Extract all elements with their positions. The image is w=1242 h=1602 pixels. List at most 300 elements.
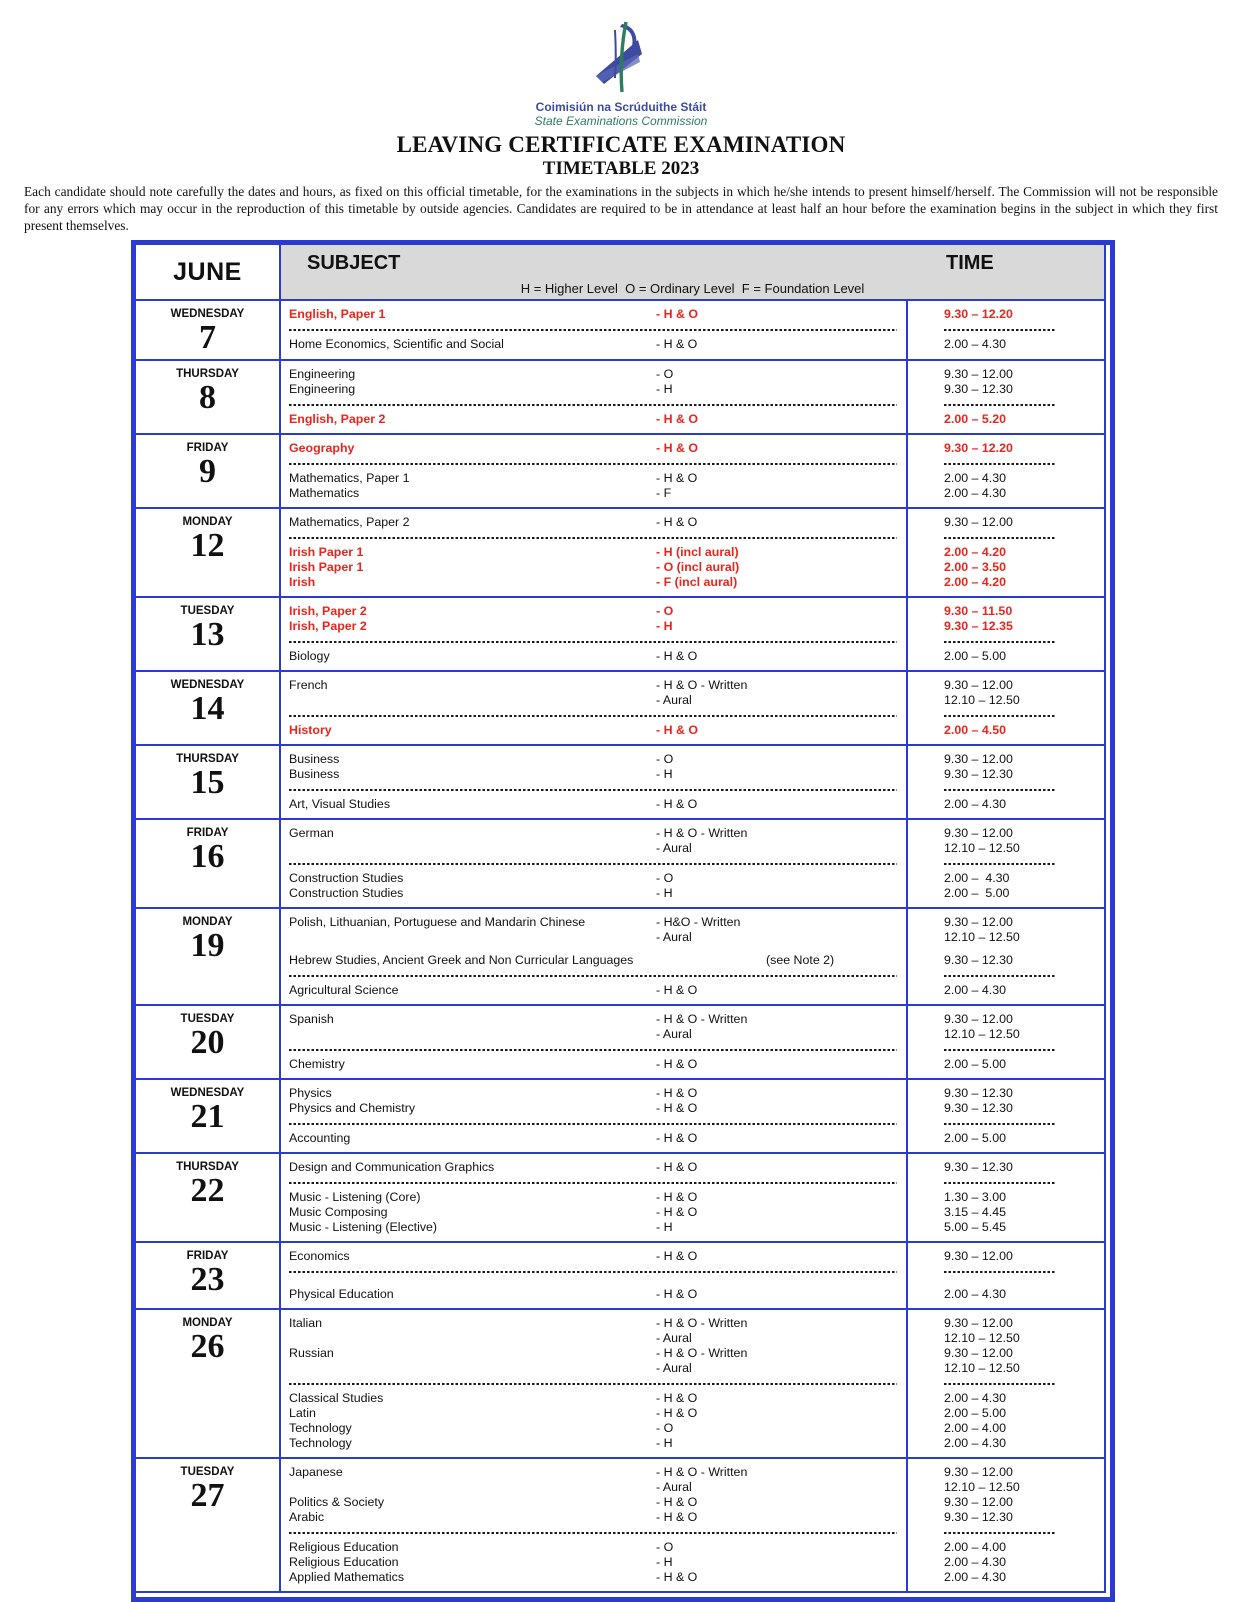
exam-entry — [281, 1406, 1104, 1421]
exam-entry — [281, 649, 1104, 664]
entry-time: 9.30 – 12.35 — [944, 619, 1013, 633]
entry-subject: English, Paper 2 — [289, 412, 386, 426]
entry-subject: Hebrew Studies, Ancient Greek and Non Curricular Languages — [289, 953, 634, 967]
entry-subject: Engineering — [289, 367, 356, 381]
exam-entry — [281, 841, 1104, 856]
separator-dashes-subject — [289, 789, 897, 791]
exam-entry — [281, 693, 1104, 708]
entry-level: - H & O - Written — [656, 826, 748, 840]
entry-subject: Agricultural Science — [289, 983, 399, 997]
entry-level: - Aural — [656, 1361, 692, 1375]
day-name-label: TUESDAY — [180, 1466, 235, 1478]
entry-time: 9.30 – 12.00 — [944, 1249, 1013, 1263]
entry-level: - Aural — [656, 1331, 692, 1345]
day-row — [136, 1078, 1104, 1152]
separator-dashes-subject — [289, 1182, 897, 1184]
exam-entry — [281, 1249, 1104, 1264]
entry-subject: Business — [289, 752, 340, 766]
entry-subject: Russian — [289, 1346, 334, 1360]
entry-time: 2.00 – 4.30 — [944, 337, 1007, 351]
exam-entry — [281, 1495, 1104, 1510]
entry-time: 2.00 – 4.00 — [944, 1540, 1007, 1554]
day-number-label: 9 — [199, 453, 216, 490]
entry-subject: Art, Visual Studies — [289, 797, 391, 811]
session-separator — [281, 1042, 1104, 1057]
entry-subject: Mathematics, Paper 2 — [289, 515, 410, 529]
day-entries — [281, 301, 1104, 359]
separator-dashes-subject — [289, 329, 897, 331]
exam-entry — [281, 752, 1104, 767]
separator-dashes-time — [944, 329, 1056, 331]
session-separator — [281, 456, 1104, 471]
entry-level: - Aural — [656, 1027, 692, 1041]
entry-subject: Irish, Paper 2 — [289, 619, 367, 633]
entry-level: - H & O — [656, 1495, 698, 1509]
entry-level: - H & O — [656, 1249, 698, 1263]
separator-dashes-time — [944, 641, 1056, 643]
day-number-label: 14 — [190, 690, 225, 727]
exam-entry — [281, 1421, 1104, 1436]
logo-caption-irish: Coimisiún na Scrúduithe Stáit — [535, 100, 707, 114]
entry-level: - H — [656, 619, 673, 633]
entry-level: - H & O — [656, 983, 698, 997]
separator-dashes-time — [944, 789, 1056, 791]
exam-entry — [281, 1205, 1104, 1220]
day-name-label: THURSDAY — [176, 368, 239, 380]
exam-entry — [281, 486, 1104, 501]
separator-dashes-time — [944, 715, 1056, 717]
day-cell — [136, 1154, 281, 1241]
entry-subject: Italian — [289, 1316, 323, 1330]
entry-time: 9.30 – 12.00 — [944, 678, 1013, 692]
entry-subject: English, Paper 1 — [289, 307, 386, 321]
entry-subject: Physical Education — [289, 1287, 394, 1301]
entry-level: - O — [656, 1421, 674, 1435]
session-separator — [281, 968, 1104, 983]
subject-column-label: SUBJECT — [307, 252, 401, 274]
entry-subject: Religious Education — [289, 1540, 399, 1554]
entry-subject: German — [289, 826, 334, 840]
day-entries — [281, 509, 1104, 596]
entry-level: - H & O - Written — [656, 678, 748, 692]
entry-time: 9.30 – 12.00 — [944, 752, 1013, 766]
session-separator — [281, 708, 1104, 723]
entry-time: 2.00 – 4.30 — [944, 871, 1010, 885]
day-row — [136, 1241, 1104, 1308]
entry-time: 9.30 – 12.00 — [944, 515, 1013, 529]
entry-time: 9.30 – 12.00 — [944, 915, 1013, 929]
entry-subject: History — [289, 723, 332, 737]
entry-subject: Music Composing — [289, 1205, 388, 1219]
day-number-label: 21 — [190, 1098, 225, 1135]
session-separator — [281, 1525, 1104, 1540]
exam-entry — [281, 1480, 1104, 1495]
day-cell — [136, 509, 281, 596]
entry-subject: Economics — [289, 1249, 350, 1263]
exam-entry — [281, 915, 1104, 930]
exam-entry — [281, 1220, 1104, 1235]
day-entries — [281, 1006, 1104, 1078]
separator-dashes-subject — [289, 1532, 897, 1534]
intro-paragraph: Each candidate should note carefully the dates and hours, as fixed on this official timetable, for the examinations in the subjects in which he/she intends to present himself/herself. The Commission will not be responsible for any errors which may occur in the reproduction of this timetable by outside agencies. Candidates are required to be in attendance at least half an hour before the examination begins in the subject in which they first present themselves. — [24, 184, 1218, 233]
entry-time: 1.30 – 3.00 — [944, 1190, 1007, 1204]
separator-dashes-time — [944, 1532, 1056, 1534]
entry-level: - H & O — [656, 1406, 698, 1420]
entry-time: 9.30 – 12.30 — [944, 1160, 1013, 1174]
entry-time: 12.10 – 12.50 — [944, 930, 1020, 944]
entry-level: - Aural — [656, 930, 692, 944]
timetable-frame — [131, 240, 1115, 1602]
session-separator — [281, 1116, 1104, 1131]
separator-dashes-time — [944, 863, 1056, 865]
entry-time: 12.10 – 12.50 — [944, 693, 1020, 707]
entry-level: - O — [656, 871, 674, 885]
exam-entry — [281, 545, 1104, 560]
day-entries — [281, 820, 1104, 907]
separator-dashes-time — [944, 404, 1056, 406]
exam-entry — [281, 1436, 1104, 1451]
entry-subject: Business — [289, 767, 340, 781]
day-name-label: TUESDAY — [180, 605, 235, 617]
day-entries — [281, 598, 1104, 670]
separator-dashes-time — [944, 537, 1056, 539]
exam-entry — [281, 678, 1104, 693]
entry-level: - O — [656, 752, 674, 766]
day-name-label: MONDAY — [182, 516, 233, 528]
exam-entry — [281, 1361, 1104, 1376]
exam-entry — [281, 1027, 1104, 1042]
entry-time: 2.00 – 4.30 — [944, 1391, 1007, 1405]
entry-time: 2.00 – 4.30 — [944, 471, 1007, 485]
separator-dashes-subject — [289, 641, 897, 643]
day-row — [136, 744, 1104, 818]
harp-logo-icon — [582, 20, 660, 96]
entry-time: 2.00 – 4.30 — [944, 1436, 1007, 1450]
entry-level: - H & O — [656, 1131, 698, 1145]
exam-entry — [281, 1287, 1104, 1302]
session-separator — [281, 782, 1104, 797]
exam-entry — [281, 412, 1104, 427]
day-cell — [136, 1310, 281, 1457]
entry-level: - H & O — [656, 649, 698, 663]
entry-level: - H & O — [656, 1205, 698, 1219]
day-name-label: TUESDAY — [180, 1013, 235, 1025]
exam-entry — [281, 1057, 1104, 1072]
day-name-label: WEDNESDAY — [170, 1087, 245, 1099]
entry-time: 2.00 – 4.30 — [944, 797, 1007, 811]
exam-entry — [281, 604, 1104, 619]
entry-subject: Irish — [289, 575, 316, 589]
day-row — [136, 301, 1104, 359]
entry-level: - Aural — [656, 693, 692, 707]
entry-level: - H & O - Written — [656, 1012, 748, 1026]
session-separator — [281, 397, 1104, 412]
entry-time: 9.30 – 12.30 — [944, 767, 1013, 781]
exam-entry — [281, 1101, 1104, 1116]
level-legend: H = Higher Level O = Ordinary Level F = Foundation Level — [520, 281, 865, 296]
day-number-label: 26 — [190, 1328, 225, 1365]
entry-time: 2.00 – 4.50 — [944, 723, 1007, 737]
entry-subject: Biology — [289, 649, 330, 663]
entry-subject: Irish, Paper 2 — [289, 604, 367, 618]
day-name-label: FRIDAY — [186, 442, 229, 454]
day-cell — [136, 909, 281, 1004]
entry-time: 9.30 – 12.30 — [944, 1510, 1013, 1524]
entry-level: - Aural — [656, 1480, 692, 1494]
entry-level: - H & O — [656, 1101, 698, 1115]
entry-level: - H & O — [656, 441, 698, 455]
separator-dashes-subject — [289, 1383, 897, 1385]
exam-entry — [281, 1510, 1104, 1525]
day-cell — [136, 672, 281, 744]
day-name-label: WEDNESDAY — [170, 308, 245, 320]
entry-subject: Technology — [289, 1436, 352, 1450]
exam-entry — [281, 1160, 1104, 1175]
entry-subject: Mathematics, Paper 1 — [289, 471, 410, 485]
day-row — [136, 907, 1104, 1004]
entry-level: - H — [656, 1555, 673, 1569]
entry-level: - F — [656, 486, 672, 500]
day-entries — [281, 909, 1104, 1004]
session-separator — [281, 322, 1104, 337]
day-cell — [136, 1006, 281, 1078]
entry-subject: Home Economics, Scientific and Social — [289, 337, 504, 351]
entry-level: - O — [656, 1540, 674, 1554]
entry-level: - H & O — [656, 337, 698, 351]
entry-level: - H & O — [656, 1086, 698, 1100]
exam-entry — [281, 560, 1104, 575]
day-name-label: FRIDAY — [186, 1250, 229, 1262]
entry-level: - H & O — [656, 723, 698, 737]
session-separator — [281, 1376, 1104, 1391]
entry-subject: Classical Studies — [289, 1391, 384, 1405]
entry-level: - H & O - Written — [656, 1316, 748, 1330]
entry-level: - H & O — [656, 471, 698, 485]
entry-subject: Latin — [289, 1406, 316, 1420]
day-cell — [136, 598, 281, 670]
separator-dashes-time — [944, 975, 1056, 977]
entry-time: 2.00 – 5.00 — [944, 649, 1007, 663]
exam-entry — [281, 1391, 1104, 1406]
exam-entry — [281, 382, 1104, 397]
day-name-label: FRIDAY — [186, 827, 229, 839]
entry-time: 9.30 – 12.30 — [944, 953, 1013, 967]
separator-dashes-subject — [289, 975, 897, 977]
day-number-label: 12 — [190, 527, 225, 564]
exam-entry — [281, 515, 1104, 530]
sec-logo — [0, 20, 1242, 128]
exam-entry — [281, 471, 1104, 486]
entry-level: - H & O — [656, 1287, 698, 1301]
entry-time: 2.00 – 5.00 — [944, 1406, 1007, 1420]
subject-time-header-cell — [281, 245, 1104, 299]
entry-subject: Politics & Society — [289, 1495, 385, 1509]
day-name-label: WEDNESDAY — [170, 679, 245, 691]
entry-level: - H & O — [656, 1570, 698, 1584]
entry-level: - H — [656, 1220, 673, 1234]
separator-dashes-subject — [289, 1271, 897, 1273]
day-entries — [281, 1154, 1104, 1241]
entry-subject: Construction Studies — [289, 886, 404, 900]
session-separator — [281, 1175, 1104, 1190]
entry-subject: Irish Paper 1 — [289, 560, 364, 574]
day-name-label: MONDAY — [182, 1317, 233, 1329]
exam-entry — [281, 1331, 1104, 1346]
day-row — [136, 1308, 1104, 1457]
entry-level: - H&O - Written — [656, 915, 741, 929]
day-cell — [136, 435, 281, 507]
exam-entry — [281, 826, 1104, 841]
entry-subject: Mathematics — [289, 486, 360, 500]
entry-spacer — [281, 1279, 1104, 1287]
exam-entry — [281, 1465, 1104, 1480]
entry-time: 2.00 – 5.00 — [944, 1131, 1007, 1145]
day-row — [136, 1152, 1104, 1241]
entry-time: 2.00 – 3.50 — [944, 560, 1007, 574]
entry-time: 2.00 – 4.20 — [944, 545, 1007, 559]
entry-time: 2.00 – 5.00 — [944, 1057, 1007, 1071]
entry-time: 9.30 – 12.00 — [944, 826, 1013, 840]
day-cell — [136, 301, 281, 359]
entry-level: - H & O — [656, 1510, 698, 1524]
exam-entry — [281, 619, 1104, 634]
entry-level: - H & O — [656, 1057, 698, 1071]
table-header-row — [136, 245, 1104, 301]
entry-time: 12.10 – 12.50 — [944, 1480, 1020, 1494]
exam-entry — [281, 337, 1104, 352]
day-name-label: THURSDAY — [176, 753, 239, 765]
day-number-label: 16 — [190, 838, 225, 875]
session-separator — [281, 1264, 1104, 1279]
exam-entry — [281, 723, 1104, 738]
logo-caption-english: State Examinations Commission — [534, 114, 708, 128]
exam-entry — [281, 1190, 1104, 1205]
exam-entry — [281, 930, 1104, 945]
entry-time: 9.30 – 12.00 — [944, 1012, 1013, 1026]
exam-entry — [281, 575, 1104, 590]
entry-time: 2.00 – 4.30 — [944, 1555, 1007, 1569]
day-number-label: 20 — [190, 1024, 225, 1061]
day-entries — [281, 746, 1104, 818]
entry-time: 2.00 – 4.30 — [944, 486, 1007, 500]
separator-dashes-subject — [289, 404, 897, 406]
day-row — [136, 818, 1104, 907]
entry-time: 12.10 – 12.50 — [944, 1027, 1020, 1041]
exam-entry — [281, 953, 1104, 968]
separator-dashes-subject — [289, 1049, 897, 1051]
day-number-label: 22 — [190, 1172, 225, 1209]
day-number-label: 23 — [190, 1261, 225, 1298]
exam-entry — [281, 1316, 1104, 1331]
day-number-label: 13 — [190, 616, 225, 653]
separator-dashes-time — [944, 463, 1056, 465]
exam-entry — [281, 1131, 1104, 1146]
separator-dashes-subject — [289, 463, 897, 465]
day-cell — [136, 1243, 281, 1308]
day-cell — [136, 1080, 281, 1152]
exam-entry — [281, 886, 1104, 901]
entry-subject: Japanese — [289, 1465, 343, 1479]
entry-subject: Applied Mathematics — [289, 1570, 405, 1584]
exam-entry — [281, 367, 1104, 382]
page-title: LEAVING CERTIFICATE EXAMINATION — [396, 132, 846, 157]
month-header-cell: JUNE — [136, 245, 281, 299]
day-cell — [136, 361, 281, 433]
entry-time: 9.30 – 12.00 — [944, 1465, 1013, 1479]
entry-time: 2.00 – 4.20 — [944, 575, 1007, 589]
day-name-label: THURSDAY — [176, 1161, 239, 1173]
entry-time: 9.30 – 12.30 — [944, 1086, 1013, 1100]
entry-subject: Engineering — [289, 382, 356, 396]
day-entries — [281, 672, 1104, 744]
entry-time: 9.30 – 12.20 — [944, 307, 1013, 321]
entry-time: 9.30 – 12.30 — [944, 382, 1013, 396]
day-entries — [281, 1080, 1104, 1152]
separator-dashes-time — [944, 1182, 1056, 1184]
exam-entry — [281, 1012, 1104, 1027]
exam-entry — [281, 1570, 1104, 1585]
exam-entry — [281, 1086, 1104, 1101]
entry-level: - H — [656, 382, 673, 396]
entry-level: - H — [656, 886, 673, 900]
day-row — [136, 507, 1104, 596]
time-column-label: TIME — [946, 252, 994, 274]
entry-subject: Religious Education — [289, 1555, 399, 1569]
entry-time: 9.30 – 12.20 — [944, 441, 1013, 455]
entry-time: 2.00 – 4.30 — [944, 1287, 1007, 1301]
entry-time: 9.30 – 11.50 — [944, 604, 1013, 618]
exam-entry — [281, 767, 1104, 782]
exam-entry — [281, 441, 1104, 456]
entry-level: - H & O — [656, 797, 698, 811]
entry-level: - O — [656, 604, 674, 618]
separator-dashes-subject — [289, 1123, 897, 1125]
day-entries — [281, 435, 1104, 507]
exam-entry — [281, 871, 1104, 886]
day-cell — [136, 1459, 281, 1591]
entry-note: (see Note 2) — [766, 953, 835, 967]
entry-time: 9.30 – 12.00 — [944, 367, 1013, 381]
session-separator — [281, 530, 1104, 545]
entry-subject: Physics and Chemistry — [289, 1101, 416, 1115]
entry-subject: Music - Listening (Core) — [289, 1190, 421, 1204]
day-cell — [136, 746, 281, 818]
day-row — [136, 596, 1104, 670]
entry-time: 9.30 – 12.00 — [944, 1346, 1013, 1360]
day-row — [136, 359, 1104, 433]
entry-time: 9.30 – 12.30 — [944, 1101, 1013, 1115]
entry-level: - O — [656, 367, 674, 381]
entry-level: - H — [656, 1436, 673, 1450]
entry-spacer — [281, 945, 1104, 953]
entry-level: - H & O — [656, 307, 698, 321]
separator-dashes-time — [944, 1383, 1056, 1385]
day-entries — [281, 361, 1104, 433]
timetable-body — [136, 301, 1104, 1591]
entry-level: - H — [656, 767, 673, 781]
entry-time: 2.00 – 4.30 — [944, 983, 1007, 997]
timetable — [136, 245, 1106, 1593]
session-separator — [281, 856, 1104, 871]
session-separator — [281, 634, 1104, 649]
day-number-label: 19 — [190, 927, 225, 964]
separator-dashes-time — [944, 1271, 1056, 1273]
entry-subject: Construction Studies — [289, 871, 404, 885]
exam-entry — [281, 307, 1104, 322]
entry-subject: Accounting — [289, 1131, 351, 1145]
entry-level: - H & O — [656, 412, 698, 426]
entry-level: - H & O - Written — [656, 1465, 748, 1479]
